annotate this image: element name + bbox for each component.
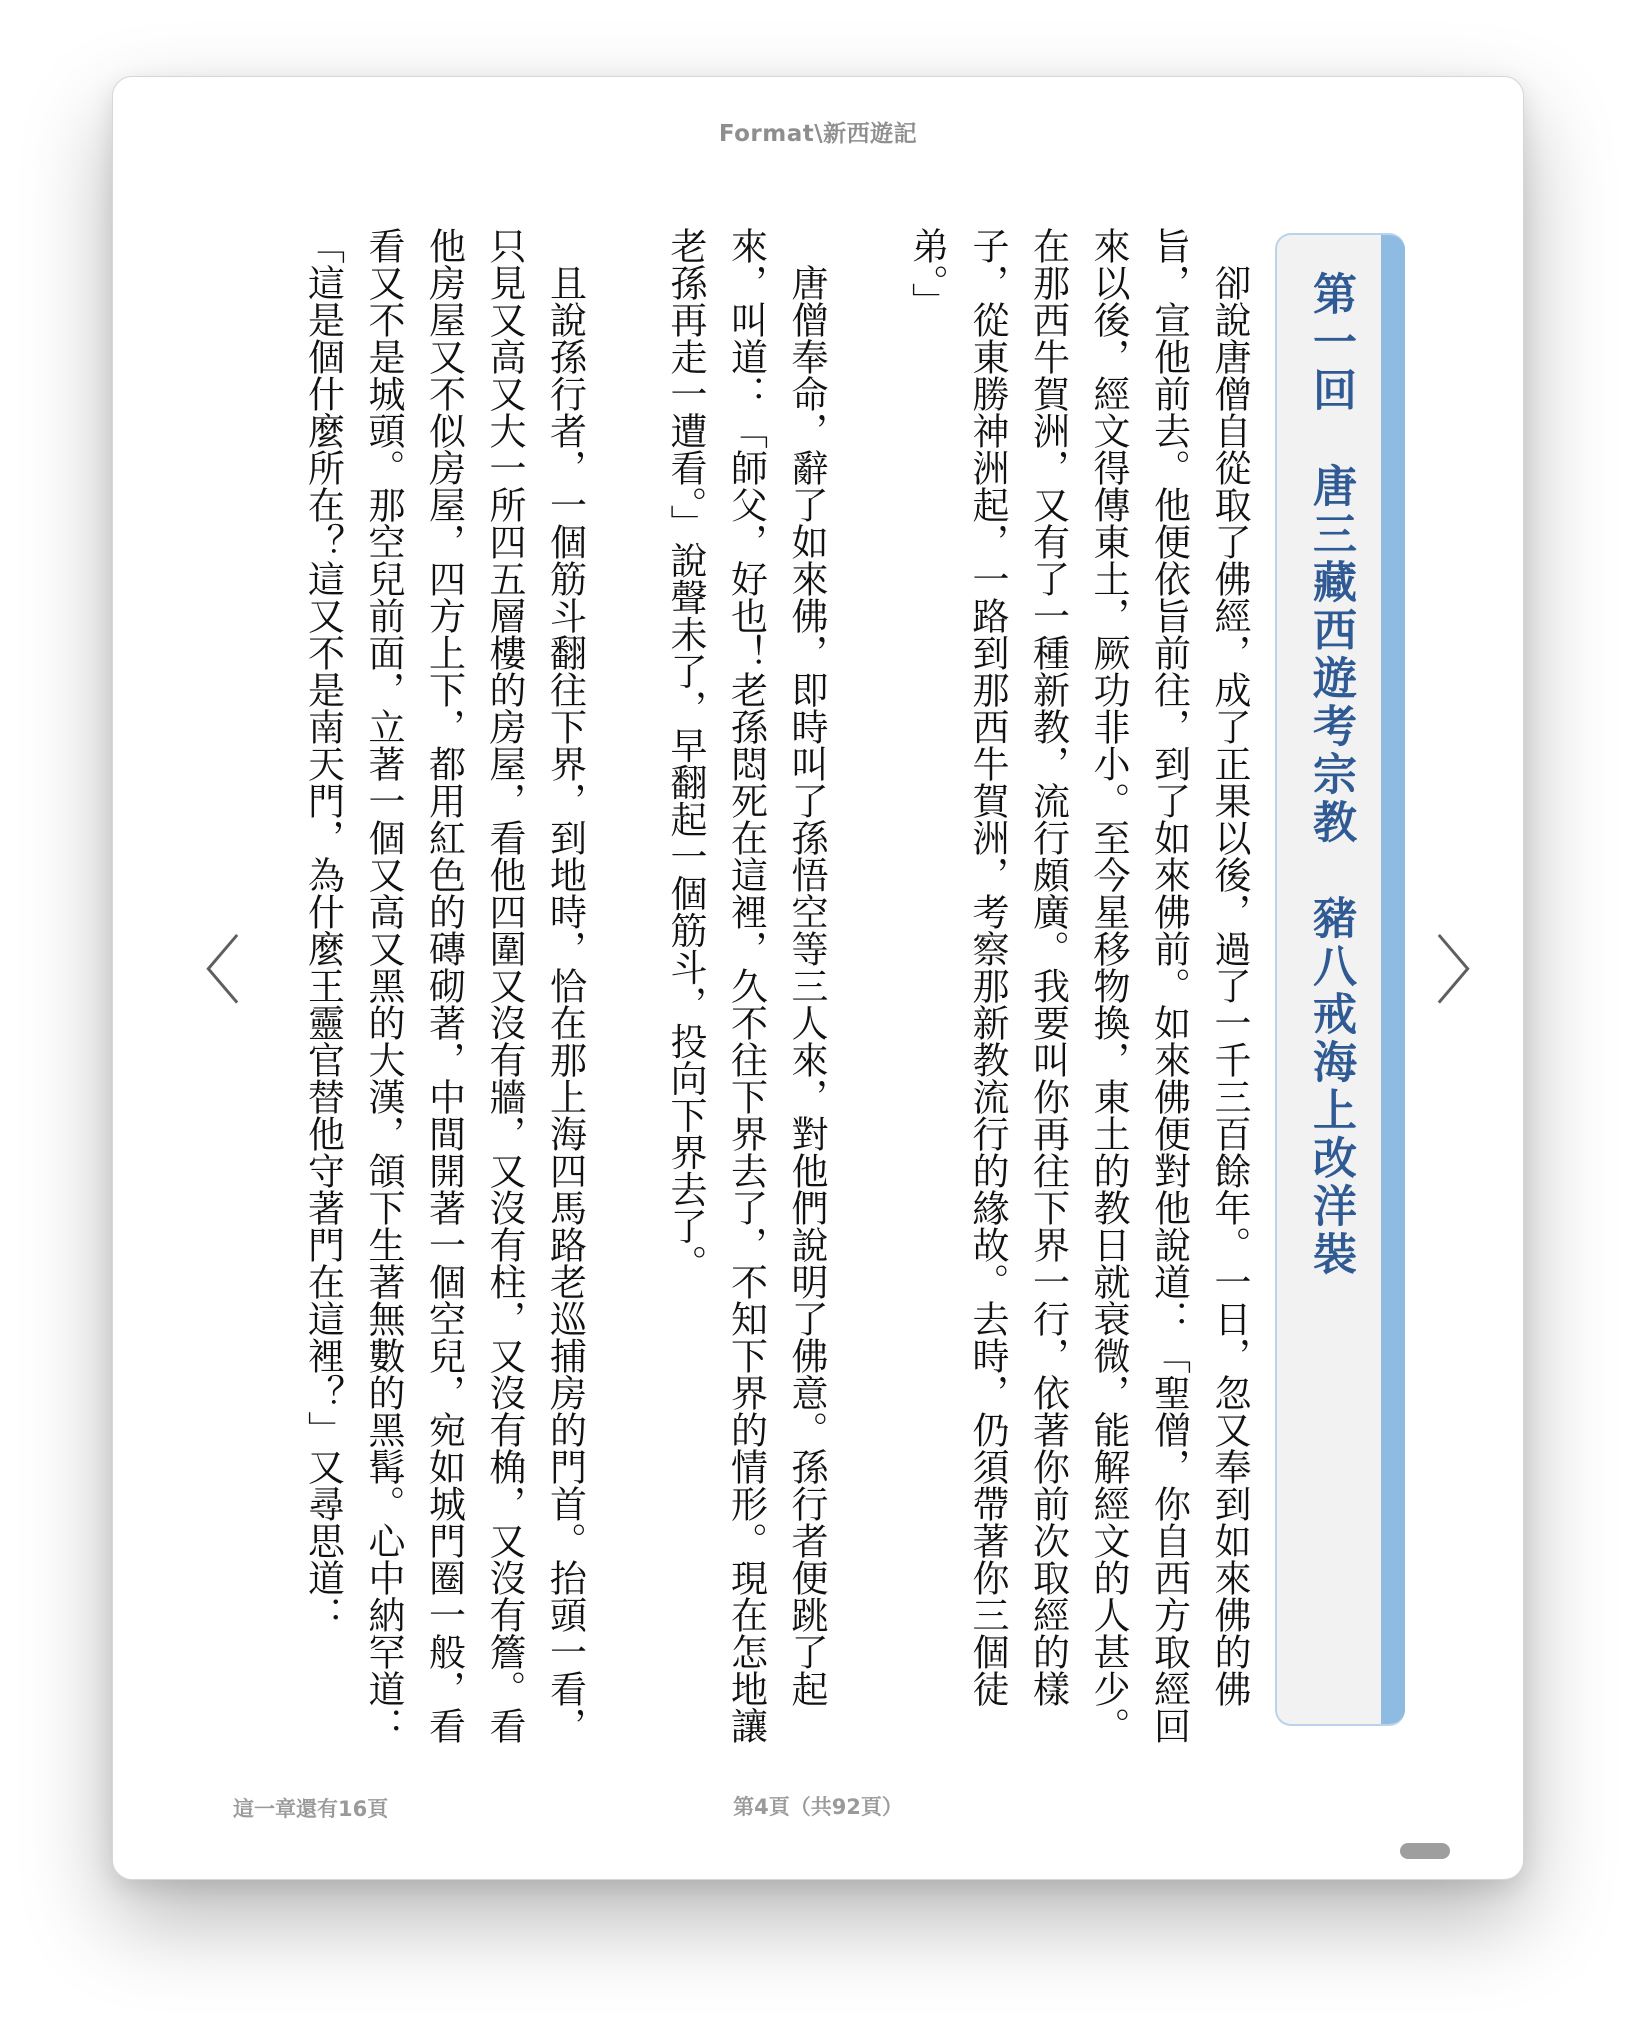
paragraph: 卻說唐僧自從取了佛經，成了正果以後，過了一千三百餘年。一日，忽又奉到如來佛的佛旨，宣他前去。他便依旨前往，到了如來佛前。如來佛便對他說道：「聖僧，你自西方取經回來以後，經文得傳東土，厥功非小。至今星移物換，東土的教日就衰微，能解經文的人甚少。在那西牛賀洲，又有了一種新教，流行頗廣。我要叫你再往下界一行，依著你前次取經的樣子，從東勝神洲起，一路到那西牛賀洲，考察那新教流行的緣故。去時，仍須帶著你三個徒 <box>966 227 1251 1744</box>
scroll-handle[interactable] <box>1400 1843 1450 1859</box>
paragraph: 且說孫行者，一個筋斗翻往下界，到地時，恰在那上海四馬路老巡捕房的門首。抬頭一看，只見又高又大一所四五層樓的房屋，看他四圍又沒有牆，又沒有柱，又沒有桷，又沒有簷。看他房屋又不似房屋，四方上下，都用紅色的磚砌著，中間開著一個空兒，宛如城門圈一般，看看又不是城頭。那空兒前面，立著一個又高又黑的大漢，頜下生著無數的黑髯。心中納罕道：「這是個什麼所在？這又不是南天門，為什麼王靈官替他守著門在這裡？」又尋思道： <box>301 227 587 1744</box>
page-body-text <box>239 227 1259 1777</box>
document-title: Format\新西遊記 <box>718 121 918 147</box>
chapter-heading: 第一回 唐三藏西遊考宗教 豬八戒海上改洋裝 <box>1305 271 1356 1279</box>
paragraph: 唐僧奉命，辭了如來佛，即時叫了孫悟空等三人來，對他們說明了佛意。孫行者便跳了起來，叫道：「師父，好也！老孫悶死在這裡，久不往下界去了，不知下界的情形。現在怎地讓老孫再走一遭看。」說聲未了，早翻起一個筋斗，投向下界去了。 <box>664 227 828 1744</box>
next-page-chevron-icon[interactable]: 〉 <box>1435 929 1509 1015</box>
previous-page-chevron-icon[interactable]: 〈 <box>167 929 241 1015</box>
paragraph-continuation: 弟。」 <box>905 227 949 320</box>
reader-window <box>112 76 1524 1880</box>
page-indicator: 第4頁（共92頁） <box>733 1795 903 1819</box>
chapter-pages-remaining: 這一章還有16頁 <box>233 1797 389 1821</box>
chapter-heading-box <box>1275 233 1405 1726</box>
chapter-accent-stripe <box>1381 235 1405 1724</box>
